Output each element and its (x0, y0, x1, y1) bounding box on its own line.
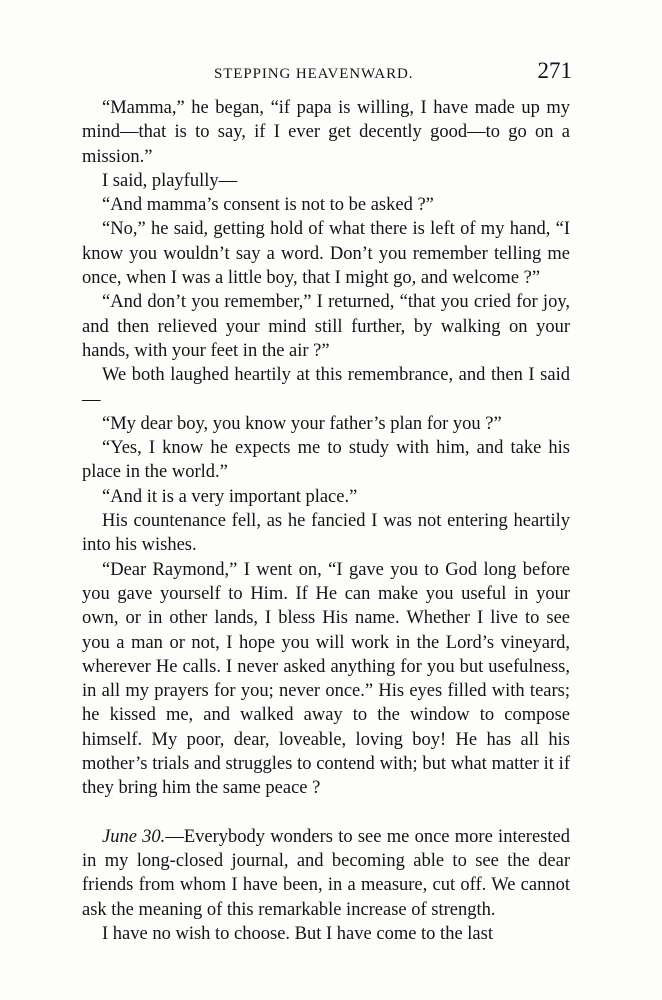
paragraph: We both laughed heartily at this remembrance, and then I said— (82, 365, 570, 410)
entry-date: June 30. (102, 826, 166, 847)
paragraph: “Dear Raymond,” I went on, “I gave you to God long before you gave yourself to Him. If He can make you useful in your own, or in other lands, I bless His name. Whether I live to see you a man or not, I hope you will work in the Lord’s vineyard, wherever He calls. I never asked anything for you but usefulness, in all my prayers for you; never once.” His eyes filled with tears; he kissed me, and walked away to the window to compose himself. My poor, dear, loveable, loving boy! He has all his mother’s trials and struggles to contend with; but what matter it if they bring him the same peace ? (82, 559, 570, 799)
paragraph: I said, playfully— (102, 170, 238, 191)
paragraph: “And it is a very important place.” (102, 486, 358, 507)
paragraph: “And don’t you remember,” I returned, “that you cried for joy, and then relieved your mind still further, by walking on your hands, with your feet in the air ?” (82, 292, 570, 361)
paragraph: “No,” he said, getting hold of what there is left of my hand, “I know you wouldn’t say a word. Don’t you remember telling me once, when I was a little boy, that I might go, and welcome ?” (82, 219, 570, 289)
entry-text: —Everybody wonders to see me once more interested in my long-closed journal, and becoming able to see the dear friends from whom I have been, in a measure, cut off. We cannot ask the meaning of this remarkable increase of strength. (82, 826, 570, 920)
paragraph: I have no wish to choose. But I have come to the last (102, 923, 493, 944)
page-number: 271 (537, 58, 572, 83)
page-header (82, 58, 574, 90)
paragraph: “My dear boy, you know your father’s plan for you ?” (102, 413, 502, 434)
paragraph: His countenance fell, as he fancied I was not entering heartily into his wishes. (82, 511, 570, 556)
running-head: STEPPING HEAVENWARD. (214, 66, 414, 82)
body-text (82, 96, 570, 946)
paragraph: “And mamma’s consent is not to be asked ?” (102, 195, 434, 216)
journal-entry (82, 825, 570, 922)
paragraph: “Mamma,” he began, “if papa is willing, I have made up my mind—that is to say, if I ever get decently good—to go on a mission.” (82, 98, 570, 167)
paragraph: “Yes, I know he expects me to study with him, and take his place in the world.” (82, 438, 570, 483)
